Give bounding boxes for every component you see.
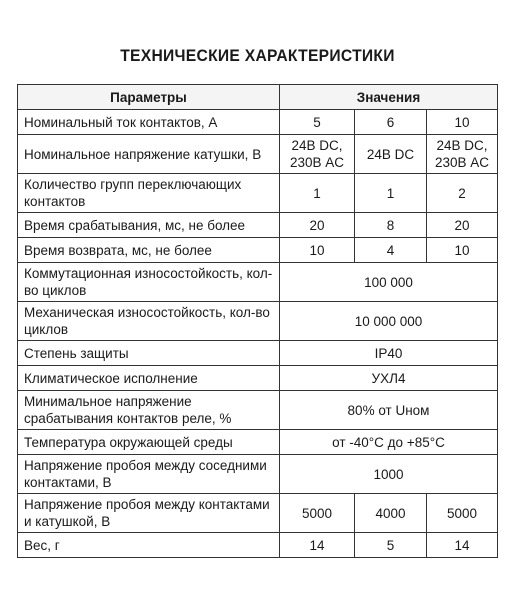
cell-value: 1: [280, 174, 355, 213]
table-row: [18, 391, 498, 430]
cell-value: 14: [427, 533, 498, 558]
cell-value: УХЛ4: [280, 366, 498, 391]
cell-value: 10 000 000: [280, 302, 498, 341]
cell-value: 80% от Uном: [280, 391, 498, 430]
cell-value: 20: [427, 213, 498, 238]
table-row: [18, 213, 498, 238]
cell-value: 100 000: [280, 263, 498, 302]
cell-value: 6: [355, 110, 427, 135]
table-row: [18, 533, 498, 558]
column-header-values: Значения: [280, 85, 498, 110]
cell-value: 10: [427, 238, 498, 263]
page-title: ТЕХНИЧЕСКИЕ ХАРАКТЕРИСТИКИ: [120, 46, 395, 65]
cell-value: 24В DC, 230В AC: [280, 135, 355, 174]
cell-value: 10: [280, 238, 355, 263]
cell-value: 8: [355, 213, 427, 238]
table-row: [18, 174, 498, 213]
specifications-table: [17, 84, 498, 558]
row-label: Номинальный ток контактов, А: [18, 110, 280, 135]
row-label: Механическая износостойкость, кол-во циклов: [18, 302, 280, 341]
row-label: Напряжение пробоя между контактами и катушкой, В: [18, 494, 280, 533]
cell-value: 1000: [280, 455, 498, 494]
row-label: Вес, г: [18, 533, 280, 558]
table-row: [18, 341, 498, 366]
cell-value: 5000: [280, 494, 355, 533]
cell-value: 5000: [427, 494, 498, 533]
cell-value: 5: [355, 533, 427, 558]
cell-value: 5: [280, 110, 355, 135]
table-row: [18, 366, 498, 391]
row-label: Номинальное напряжение катушки, В: [18, 135, 280, 174]
cell-value: 24В DC: [355, 135, 427, 174]
row-label: Время срабатывания, мс, не более: [18, 213, 280, 238]
cell-value: 24В DC, 230В AC: [427, 135, 498, 174]
table-header-row: [18, 85, 498, 110]
row-label: Минимальное напряжение срабатывания контактов реле, %: [18, 391, 280, 430]
cell-value: IP40: [280, 341, 498, 366]
table-row: [18, 494, 498, 533]
table-row: [18, 455, 498, 494]
row-label: Степень защиты: [18, 341, 280, 366]
table-row: [18, 238, 498, 263]
cell-value: 10: [427, 110, 498, 135]
table-row: [18, 263, 498, 302]
row-label: Коммутационная износостойкость, кол-во циклов: [18, 263, 280, 302]
row-label: Температура окружающей среды: [18, 430, 280, 455]
row-label: Время возврата, мс, не более: [18, 238, 280, 263]
row-label: Напряжение пробоя между соседними контактами, В: [18, 455, 280, 494]
cell-value: 2: [427, 174, 498, 213]
cell-value: 14: [280, 533, 355, 558]
table-row: [18, 430, 498, 455]
row-label: Количество групп переключающих контактов: [18, 174, 280, 213]
cell-value: 4: [355, 238, 427, 263]
cell-value: 1: [355, 174, 427, 213]
table-row: [18, 302, 498, 341]
cell-value: 20: [280, 213, 355, 238]
cell-value: 4000: [355, 494, 427, 533]
cell-value: от -40°С до +85°С: [280, 430, 498, 455]
table-row: [18, 135, 498, 174]
table-row: [18, 110, 498, 135]
column-header-parameters: Параметры: [18, 85, 280, 110]
row-label: Климатическое исполнение: [18, 366, 280, 391]
